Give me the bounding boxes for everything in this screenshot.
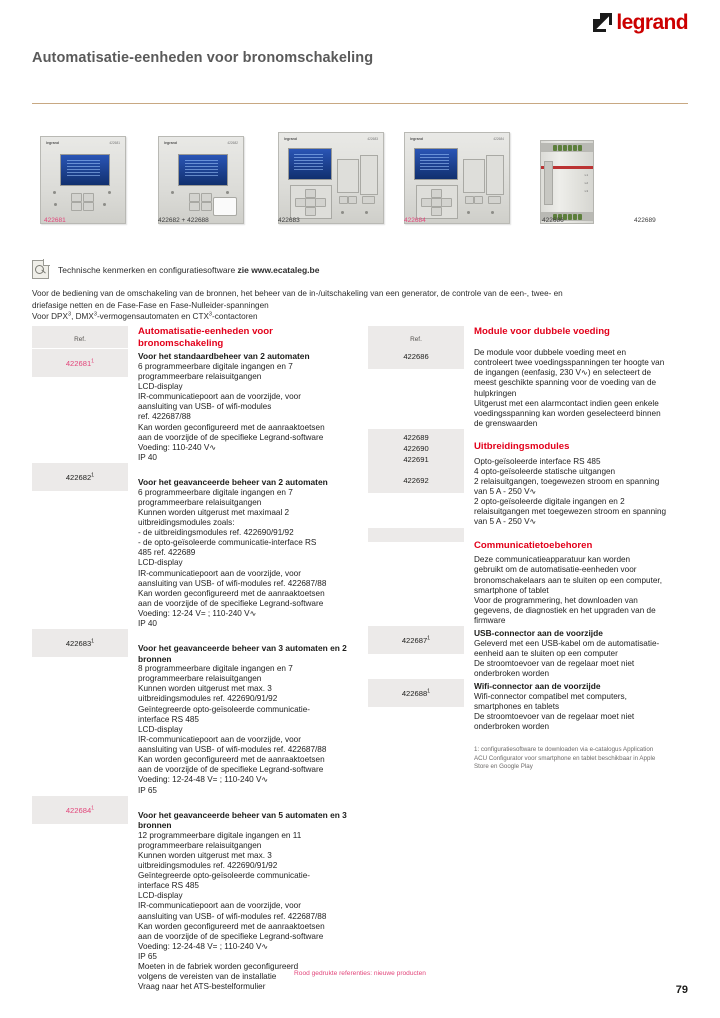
spec-line: Voor de programmering, het downloaden van [474,595,638,605]
spec-line: relaisuitgangen met toegewezen stroom en spanning [474,507,667,517]
ref-number: 422683$^1$ [65,638,95,649]
spec-line: uitbreidingsmodules zoals: [138,517,235,527]
spec-line: Deze communicatieapparatuur kan worden [474,555,631,565]
spec-line: uitbreidingsmodules ref. 422690/91/92 [138,694,278,704]
spec-line: de grenswaarden [474,418,538,428]
spec-group-2 [368,528,688,627]
ref-cell-group-2 [368,528,464,542]
left-item-list [32,349,352,992]
ref-number: 422681$^1$ [65,358,95,369]
spec-subtitle: Voor het standaardbeheer van 2 automaten [138,351,310,362]
brand-name: legrand [616,11,688,34]
ref-cell-422684 [32,796,128,824]
ref-number: 422691 [403,454,429,464]
spec-line: 4 opto-geïsoleerde statische uitgangen [474,466,616,476]
title-divider [32,103,688,104]
spec-line: - de opto-geïsoleerde communicatie-interface RS [138,538,317,548]
spec-line: uitbreidingsmodules ref. 422690/91/92 [138,860,278,870]
footnote-row [368,732,688,772]
ref-cell-group-0 [368,348,464,369]
spec-subtitle: Wifi-connector aan de voorzijde [474,681,601,692]
product-caption: 422683 [278,217,300,224]
spec-line: aansluiting van USB- of wifi-modules ref. 422687/88 [138,911,327,921]
spec-group-0 [368,348,688,429]
spec-line: 8 programmeerbare digitale ingangen en 7 [138,664,293,674]
spec-line: De stroomtoevoer van de regelaar moet niet [474,658,635,668]
ref-cell-422681 [32,349,128,377]
spec-subtitle: Voor het geavanceerde beheer van 3 automaten en 2 bronnen [138,643,347,664]
intro-line-2: driefasige netten en de Fase-Fase en Fase-Nulleider-spanningen [32,300,269,310]
ref-column-header: Ref. [368,326,464,348]
spec-line: Kunnen worden uitgerust met max. 3 [138,684,272,694]
spec-line: meest geschikte spanning voor de voeding van de [474,378,657,388]
spec-line: Geïntegreerde opto-geïsoleerde communicatie- [138,704,311,714]
spec-line: 12 programmeerbare digitale ingangen en 11 [138,830,302,840]
ecatalog-link[interactable]: zie www.ecataleg.be [237,264,320,275]
spec-line: voedingsspanning kan worden geselecteerd binnen [474,408,661,418]
spec-line: aan de voorzijde of de specifieke Legrand-software [138,931,324,941]
product-image-2: legrand 422682 422682 + 422688 [158,136,244,224]
spec-line: LCD-display [138,891,183,901]
spec-line: Kunnen worden uitgerust met maximaal 2 [138,507,290,517]
spec-line: bronomschakelaars aan te sluiten op een computer, [474,575,662,585]
technical-info-label: Technische kenmerken en configuratiesoftware [58,264,238,275]
product-caption: 422689 [634,217,656,224]
spec-line: Voeding: 12-24 V= ; 110-240 V∿ [138,609,257,618]
spec-line: LCD-display [138,382,183,392]
spec-line: Wifi-connector compatibel met computers, [474,691,627,701]
ref-number: 422684$^1$ [65,805,95,815]
left-spec-column [32,326,352,993]
ref-cell-group-1 [368,429,464,493]
product-image-3: legrand 422683 422683 [278,132,384,224]
technical-info-text [58,265,319,275]
spec-line: 2 opto-geïsoleerde digitale ingangen en 2 [474,497,625,507]
spec-line: ref. 422687/88 [138,412,191,422]
spec-line: onderbroken worden [474,668,550,678]
spec-row-422682 [32,463,352,629]
spec-line: van 5 A - 250 V∿ [474,487,537,497]
spec-line: Uitgerust met een alarmcontact indien geen enkele [474,398,659,408]
ref-column-header: Ref. [32,326,128,348]
ref-number: 422692 [403,476,429,486]
spec-group-1 [368,429,688,528]
page-title: Automatisatie-eenheden voor bronomschakeling [32,50,374,66]
spec-subtitle: Voor het geavanceerde beheer van 5 automaten en 3 bronnen [138,809,347,831]
spec-line: de ingangen (eenfasig, 230 V∿) en selecteert de [474,368,652,378]
spec-line: Geïntegreerde opto-geïsoleerde communicatie- [138,871,311,881]
ref-cell-422687 [368,626,464,654]
spec-line: controleert twee voedingsspanningen ter hoogte van [474,358,665,368]
spec-line: aan de voorzijde of de specifieke Legrand-software [138,598,324,608]
ref-number: 422687$^1$ [401,635,431,646]
product-caption: 422684 [404,217,426,224]
footnote-line: ACU Configurator voor smartphone en tablet beschikbaar in Apple [474,754,656,762]
spec-row-422687 [368,626,688,679]
product-image-1: legrand 422681 422681 [40,136,126,224]
ref-cell-422682 [32,463,128,491]
spec-line: programmeerbare relaisuitgangen [138,674,262,684]
spec-line: aansluiting van USB- of wifi-modules [138,402,272,412]
spec-row-422683 [32,629,352,795]
ref-number: 422686 [403,352,429,361]
spec-line: 485 ref. 422689 [138,548,196,558]
spec-line: interface RS 485 [138,881,199,891]
spec-subtitle: USB-connector aan de voorzijde [474,628,603,639]
spec-line: hulpkringen [474,388,517,398]
spec-line: Voeding: 12-24-48 V= ; 110-240 V∿ [138,941,269,951]
product-image-6 [632,142,684,224]
right-spec-column [368,326,688,772]
legrand-logo-icon [593,13,612,32]
spec-line: programmeerbare relaisuitgangen [138,371,262,381]
spec-row-422684 [32,796,352,993]
spec-line: Kan worden geconfigureerd met de aanraaktoetsen [138,755,325,765]
spec-line: Geleverd met een USB-kabel om de automatisatie- [474,638,660,648]
spec-line: aan de voorzijde of de specifieke Legrand-software [138,765,324,775]
product-caption: 422681 [44,217,66,224]
spec-line: aan de voorzijde of de specifieke Legrand-software [138,432,324,442]
right-section-title: Communicatietoebehoren [474,539,593,551]
ref-cell-422688 [368,679,464,707]
ref-number: 422689 [403,433,429,442]
left-header-row [32,326,352,349]
spec-line: IP 65 [138,785,157,795]
spec-line: IR-communicatiepoort aan de voorzijde, voor [138,568,301,578]
spec-line: Kan worden geconfigureerd met de aanraaktoetsen [138,422,325,432]
spec-line: Kan worden geconfigureerd met de aanraaktoetsen [138,588,325,598]
spec-line: Moeten in de fabriek worden geconfigureerd [138,962,299,972]
ref-number: 422688$^1$ [401,688,431,699]
intro-line-1: Voor de bediening van de omschakeling van de bronnen, het beheer van de in-/uitschakeling van een generator, de controle van de een-, twee- en [32,289,563,298]
right-group-list [368,348,688,772]
spec-row-422681 [32,349,352,463]
new-products-note: Rood gedrukte referenties: nieuwe producten [294,970,426,977]
ref-spacer [372,465,460,476]
spec-line: De stroomtoevoer van de regelaar moet niet [474,711,635,721]
spec-line: - de uitbreidingsmodules ref. 422690/91/92 [138,528,294,537]
intro-paragraph [32,288,692,323]
spec-line: 6 programmeerbare digitale ingangen en 7 [138,361,293,371]
spec-row-422688 [368,679,688,732]
spec-line: smartphone of tablet [474,585,549,595]
spec-subtitle: Voor het geavanceerde beheer van 2 automaten [138,477,328,488]
spec-line: LCD-display [138,558,183,568]
spec-line: Voeding: 12-24-48 V= ; 110-240 V∿ [138,775,269,785]
product-image-strip [32,128,688,246]
legrand-logo [593,12,688,33]
product-caption: 422682 + 422688 [158,217,209,224]
spec-line: IP 40 [138,619,157,629]
spec-line: Opto-geïsoleerde interface RS 485 [474,456,601,466]
spec-line: IP 65 [138,952,157,962]
left-section-title: Automatisatie-eenheden voor bronomschakeling [138,326,273,349]
spec-line: onderbroken worden [474,721,550,731]
spec-line: De module voor dubbele voeding meet en [474,348,627,357]
ref-number: 422690 [403,443,429,453]
right-header-row [368,326,688,348]
spec-line: aansluiting van USB- of wifi-modules ref. 422687/88 [138,578,327,588]
spec-line: eenheid aan te sluiten op een computer [474,648,618,658]
spec-line: Vraag naar het ATS-bestelformulier [138,982,266,992]
spec-line: IR-communicatiepoort aan de voorzijde, voor [138,392,301,402]
spec-line: smartphones en tablets [474,701,560,711]
right-section-title: Uitbreidingsmodules [474,441,570,452]
product-caption: 422686 [542,217,564,224]
footnote-line: 1: configuratiesoftware te downloaden via e-catalogus Application [474,746,654,753]
ref-number: 422682$^1$ [65,472,95,483]
intro-line-3: Voor DPX$^3$, DMX$^3$-vermogensautomaten en CTX$^3$-contactoren [32,311,258,322]
spec-line: firmware [474,616,506,626]
footnote-line: Store en Google Play [474,763,533,771]
spec-line: IR-communicatiepoort aan de voorzijde, voor [138,901,301,911]
spec-line: IP 40 [138,452,157,462]
spec-line: LCD-display [138,724,183,734]
technical-info-bar [32,260,319,279]
spec-line: gebruikt om de automatisatie-eenheden voor [474,565,637,575]
footnote-text [474,746,688,772]
right-section-title: Module voor dubbele voeding [474,326,610,337]
spec-line: IR-communicatiepoort aan de voorzijde, voor [138,734,301,744]
spec-line: 2 relaisuitgangen, toegewezen stroom en spanning [474,476,660,486]
product-image-5: L1 L2 L3 422686 [540,140,594,224]
page-number: 79 [675,984,688,996]
spec-line: 6 programmeerbare digitale ingangen en 7 [138,487,293,497]
spec-line: van 5 A - 250 V∿ [474,517,537,527]
ref-cell-422683 [32,629,128,657]
spec-line: programmeerbare relaisuitgangen [138,840,262,850]
spec-line: Voeding: 110-240 V∿ [138,442,217,452]
spec-line: gegevens, de diagnostiek en het upgraden van de [474,605,656,615]
spec-line: aansluiting van USB- of wifi-modules ref. 422687/88 [138,745,327,755]
spec-line: programmeerbare relaisuitgangen [138,497,262,507]
footnote-ref-spacer [368,732,464,746]
product-image-4: legrand 422684 422684 [404,132,510,224]
document-search-icon [32,260,49,279]
spec-line: Kunnen worden uitgerust met max. 3 [138,850,272,860]
spec-line: Kan worden geconfigureerd met de aanraaktoetsen [138,921,325,931]
spec-line: volgens de vereisten van de installatie [138,972,277,982]
spec-line: interface RS 485 [138,714,199,724]
